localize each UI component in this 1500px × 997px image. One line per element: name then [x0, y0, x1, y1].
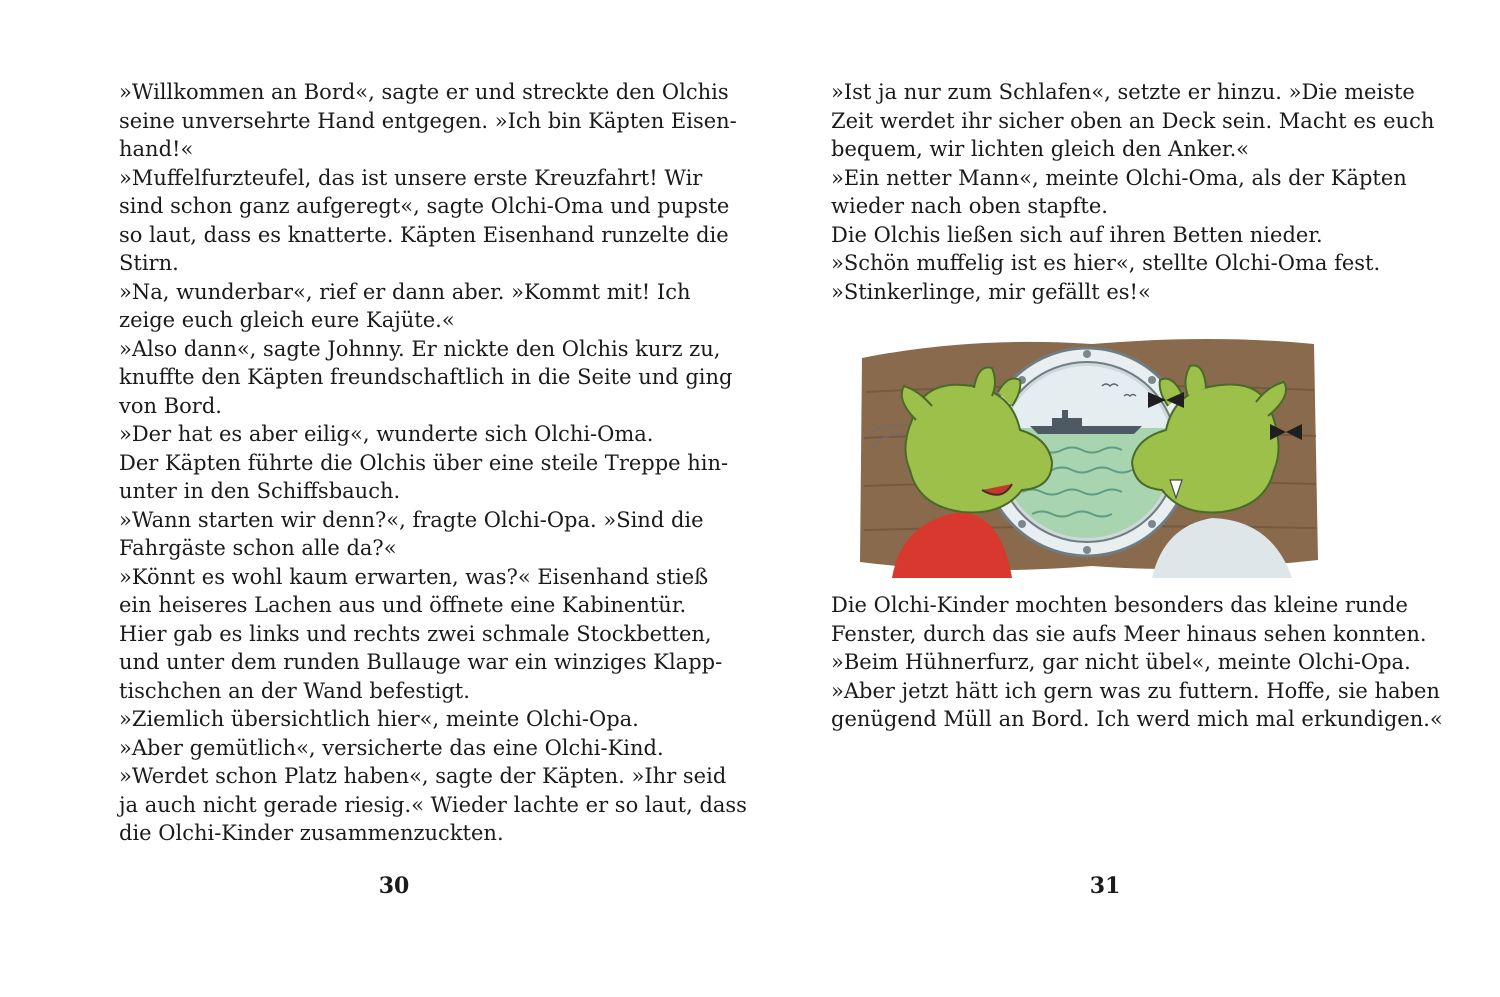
text-line: Die Olchis ließen sich auf ihren Betten nieder.: [831, 222, 1323, 247]
text-line: »Der hat es aber eilig«, wunderte sich Olchi-Oma.: [119, 422, 654, 446]
text-line: sind schon ganz aufgeregt«, sagte Olchi-Oma und pupste: [119, 194, 730, 218]
text-line: »Wann starten wir denn?«, fragte Olchi-Opa. »Sind die: [119, 507, 704, 532]
text-line: »Könnt es wohl kaum erwarten, was?« Eisenhand stieß: [119, 564, 709, 589]
left-page-text: [119, 78, 747, 848]
text-line: »Na, wunderbar«, rief er dann aber. »Kommt mit! Ich: [119, 279, 691, 304]
text-line: bequem, wir lichten gleich den Anker.«: [831, 137, 1250, 161]
text-line: Die Olchi-Kinder mochten besonders das kleine runde: [831, 593, 1408, 617]
text-line: so laut, dass es knatterte. Käpten Eisenhand runzelte die: [119, 222, 729, 247]
text-line: »Muffelfurzteufel, das ist unsere erste Kreuzfahrt! Wir: [119, 165, 703, 190]
right-page-top-text: [831, 78, 1434, 306]
text-line: Fahrgäste schon alle da?«: [119, 536, 397, 560]
text-line: »Beim Hühnerfurz, gar nicht übel«, meinte Olchi-Opa.: [831, 650, 1411, 674]
text-line: und unter dem runden Bullauge war ein winziges Klapp-: [119, 650, 723, 674]
text-line: Hier gab es links und rechts zwei schmale Stockbetten,: [119, 621, 712, 646]
text-line: wieder nach oben stapfte.: [831, 194, 1108, 218]
text-line: von Bord.: [119, 393, 222, 418]
text-line: »Aber gemütlich«, versicherte das eine Olchi-Kind.: [119, 735, 664, 760]
text-line: »Also dann«, sagte Johnny. Er nickte den Olchis kurz zu,: [119, 336, 721, 361]
page-number-left: 30: [378, 873, 410, 899]
porthole-illustration: [852, 330, 1322, 578]
text-line: »Werdet schon Platz haben«, sagte der Käpten. »Ihr seid: [119, 764, 727, 788]
right-page: [750, 0, 1500, 997]
text-line: genügend Müll an Bord. Ich werd mich mal erkundigen.«: [831, 707, 1443, 731]
text-line: »Willkommen an Bord«, sagte er und streckte den Olchis: [119, 80, 729, 104]
text-line: »Ziemlich übersichtlich hier«, meinte Olchi-Opa.: [119, 707, 639, 731]
text-line: unter in den Schiffsbauch.: [119, 479, 401, 503]
text-line: Fenster, durch das sie aufs Meer hinaus sehen konnten.: [831, 621, 1427, 646]
text-line: tischchen an der Wand befestigt.: [119, 678, 470, 703]
text-line: seine unversehrte Hand entgegen. »Ich bin Käpten Eisen-: [119, 108, 737, 133]
text-line: »Aber jetzt hätt ich gern was zu futtern. Hoffe, sie haben: [831, 678, 1440, 703]
text-line: ja auch nicht gerade riesig.« Wieder lachte er so laut, dass: [119, 792, 747, 817]
text-line: Der Käpten führte die Olchis über eine steile Treppe hin-: [119, 450, 729, 475]
text-line: Zeit werdet ihr sicher oben an Deck sein. Macht es euch: [831, 108, 1435, 133]
text-line: Stirn.: [119, 251, 179, 275]
text-line: zeige euch gleich eure Kajüte.«: [119, 308, 455, 332]
text-line: »Schön muffelig ist es hier«, stellte Olchi-Oma fest.: [831, 251, 1381, 275]
text-line: »Stinkerlinge, mir gefällt es!«: [831, 279, 1151, 304]
right-page-bottom-text: [831, 591, 1443, 734]
text-line: hand!«: [119, 137, 194, 161]
text-line: knuffte den Käpten freundschaftlich in die Seite und ging: [119, 365, 733, 389]
text-line: die Olchi-Kinder zusammenzuckten.: [119, 821, 504, 845]
text-line: »Ist ja nur zum Schlafen«, setzte er hinzu. »Die meiste: [831, 80, 1415, 104]
text-line: »Ein netter Mann«, meinte Olchi-Oma, als der Käpten: [831, 165, 1407, 190]
page-number-right: 31: [1089, 873, 1121, 899]
text-line: ein heiseres Lachen aus und öffnete eine Kabinentür.: [119, 593, 687, 617]
